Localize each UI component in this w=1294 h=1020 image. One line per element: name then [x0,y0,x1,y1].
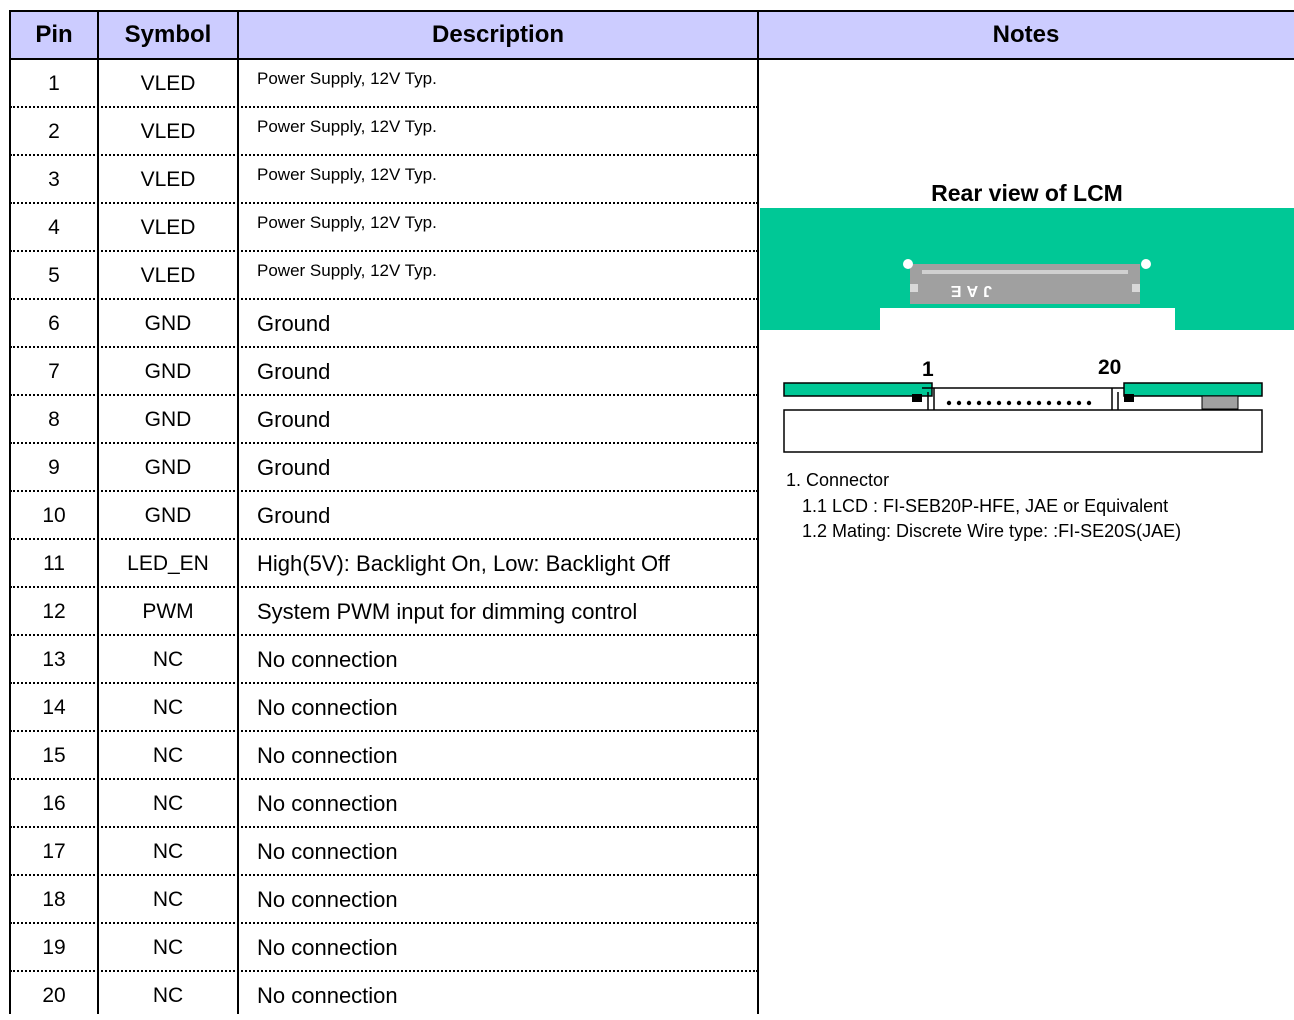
pin-symbol: GND [144,360,192,383]
table-row [10,636,758,684]
pin-symbol: NC [152,984,184,1007]
side-latch-right [1124,394,1134,402]
pin-description: No connection [257,743,398,768]
table-row [10,540,758,588]
pin-description: Ground [257,455,331,480]
table-row [10,492,758,540]
table-row [10,444,758,492]
mount-hole-left [903,259,913,269]
pin-symbol: PWM [142,600,194,623]
connector-left-tab [910,284,918,292]
table-row [10,684,758,732]
header-description: Description [238,10,758,60]
side-connector-outline [922,388,1124,410]
rear-view-title: Rear view of LCM [931,180,1123,206]
connector-label: JAE [945,282,992,299]
side-base-plate [784,410,1262,452]
table-row [10,252,758,300]
pin-description: No connection [257,887,398,912]
connector-right-tab [1132,284,1140,292]
table-row [10,876,758,924]
table-row [10,300,758,348]
pin-symbol: GND [144,504,192,527]
pin-first-label: 1 [922,358,934,381]
pin-symbol: LED_EN [127,552,209,575]
pin-number: 7 [48,360,60,383]
pin-symbol-divider [97,10,99,1014]
table-row [10,828,758,876]
pin-symbol: NC [152,936,184,959]
table-top-border [10,10,1294,12]
pin-number: 18 [42,888,66,911]
side-latch-left [912,394,922,402]
pin-description: No connection [257,695,398,720]
table-row [10,780,758,828]
pin-symbol: GND [144,456,192,479]
header-pin: Pin [10,10,98,60]
table-row [10,924,758,972]
table-row [10,972,758,1020]
side-pcb-left [784,383,932,396]
pin-number: 13 [42,648,66,671]
pin-description: Power Supply, 12V Typ. [257,165,437,184]
pin-number: 20 [42,984,66,1007]
pin-description: System PWM input for dimming control [257,599,638,624]
table-row [10,204,758,252]
pin-number: 5 [48,264,60,287]
pin-symbol: NC [152,888,184,911]
pin-number: 16 [42,792,66,815]
pin-symbol: GND [144,408,192,431]
header-notes: Notes [758,10,1294,60]
pin-description: High(5V): Backlight On, Low: Backlight Off [257,551,670,576]
pin-number: 10 [42,504,66,527]
connector-pins [922,270,1128,274]
pin-description: Ground [257,359,331,384]
pin-symbol: VLED [140,168,196,191]
note-line-3: 1.2 Mating: Discrete Wire type: :FI-SE20S(JAE) [802,521,1182,541]
side-pin-dots [947,401,1091,405]
pin-number: 4 [48,216,60,239]
pin-symbol: NC [152,840,184,863]
pin-number: 12 [42,600,66,623]
pin-number: 8 [48,408,60,431]
pin-description: No connection [257,935,398,960]
pin-number: 11 [43,552,65,575]
pin-symbol: VLED [140,120,196,143]
table-row [10,348,758,396]
symbol-description-divider [237,10,239,1014]
pin-description: No connection [257,839,398,864]
pin-number: 15 [42,744,66,767]
pin-description: Power Supply, 12V Typ. [257,69,437,88]
header-symbol: Symbol [98,10,238,60]
pin-symbol: NC [152,744,184,767]
pin-description: No connection [257,983,398,1008]
table-row [10,588,758,636]
pin-symbol: NC [152,792,184,815]
pin-description: Ground [257,503,331,528]
pin-description: Ground [257,311,331,336]
header-bottom-border [10,58,1294,60]
pin-number: 2 [48,120,60,143]
pin-number: 6 [48,312,60,335]
pin-description: Power Supply, 12V Typ. [257,261,437,280]
pin-symbol: VLED [140,264,196,287]
table-row [10,60,758,108]
rear-view-diagram [760,208,1294,332]
pin-description: No connection [257,647,398,672]
pin-number: 14 [42,696,66,719]
pin-number: 19 [42,936,66,959]
note-line-1: 1. Connector [786,470,890,490]
pin-symbol: GND [144,312,192,335]
description-notes-divider [757,10,759,1014]
pin-number: 1 [48,72,60,95]
pin-description: No connection [257,791,398,816]
side-component [1202,396,1238,409]
side-view-diagram [782,380,1266,456]
pin-symbol: VLED [140,216,196,239]
table-row [10,396,758,444]
note-line-2: 1.1 LCD : FI-SEB20P-HFE, JAE or Equivalent [802,496,1169,516]
table-row [10,108,758,156]
pin-last-label: 20 [1098,356,1122,379]
pin-number: 9 [48,456,60,479]
table-row [10,732,758,780]
table-left-border [9,10,11,1014]
side-pcb-right [1124,383,1262,396]
pin-symbol: NC [152,696,184,719]
pin-number: 3 [48,168,60,191]
pin-symbol: NC [152,648,184,671]
pin-symbol: VLED [140,72,196,95]
pin-description: Ground [257,407,331,432]
pin-number: 17 [42,840,66,863]
pin-description: Power Supply, 12V Typ. [257,117,437,136]
table-row [10,156,758,204]
pin-description: Power Supply, 12V Typ. [257,213,437,232]
mount-hole-right [1141,259,1151,269]
